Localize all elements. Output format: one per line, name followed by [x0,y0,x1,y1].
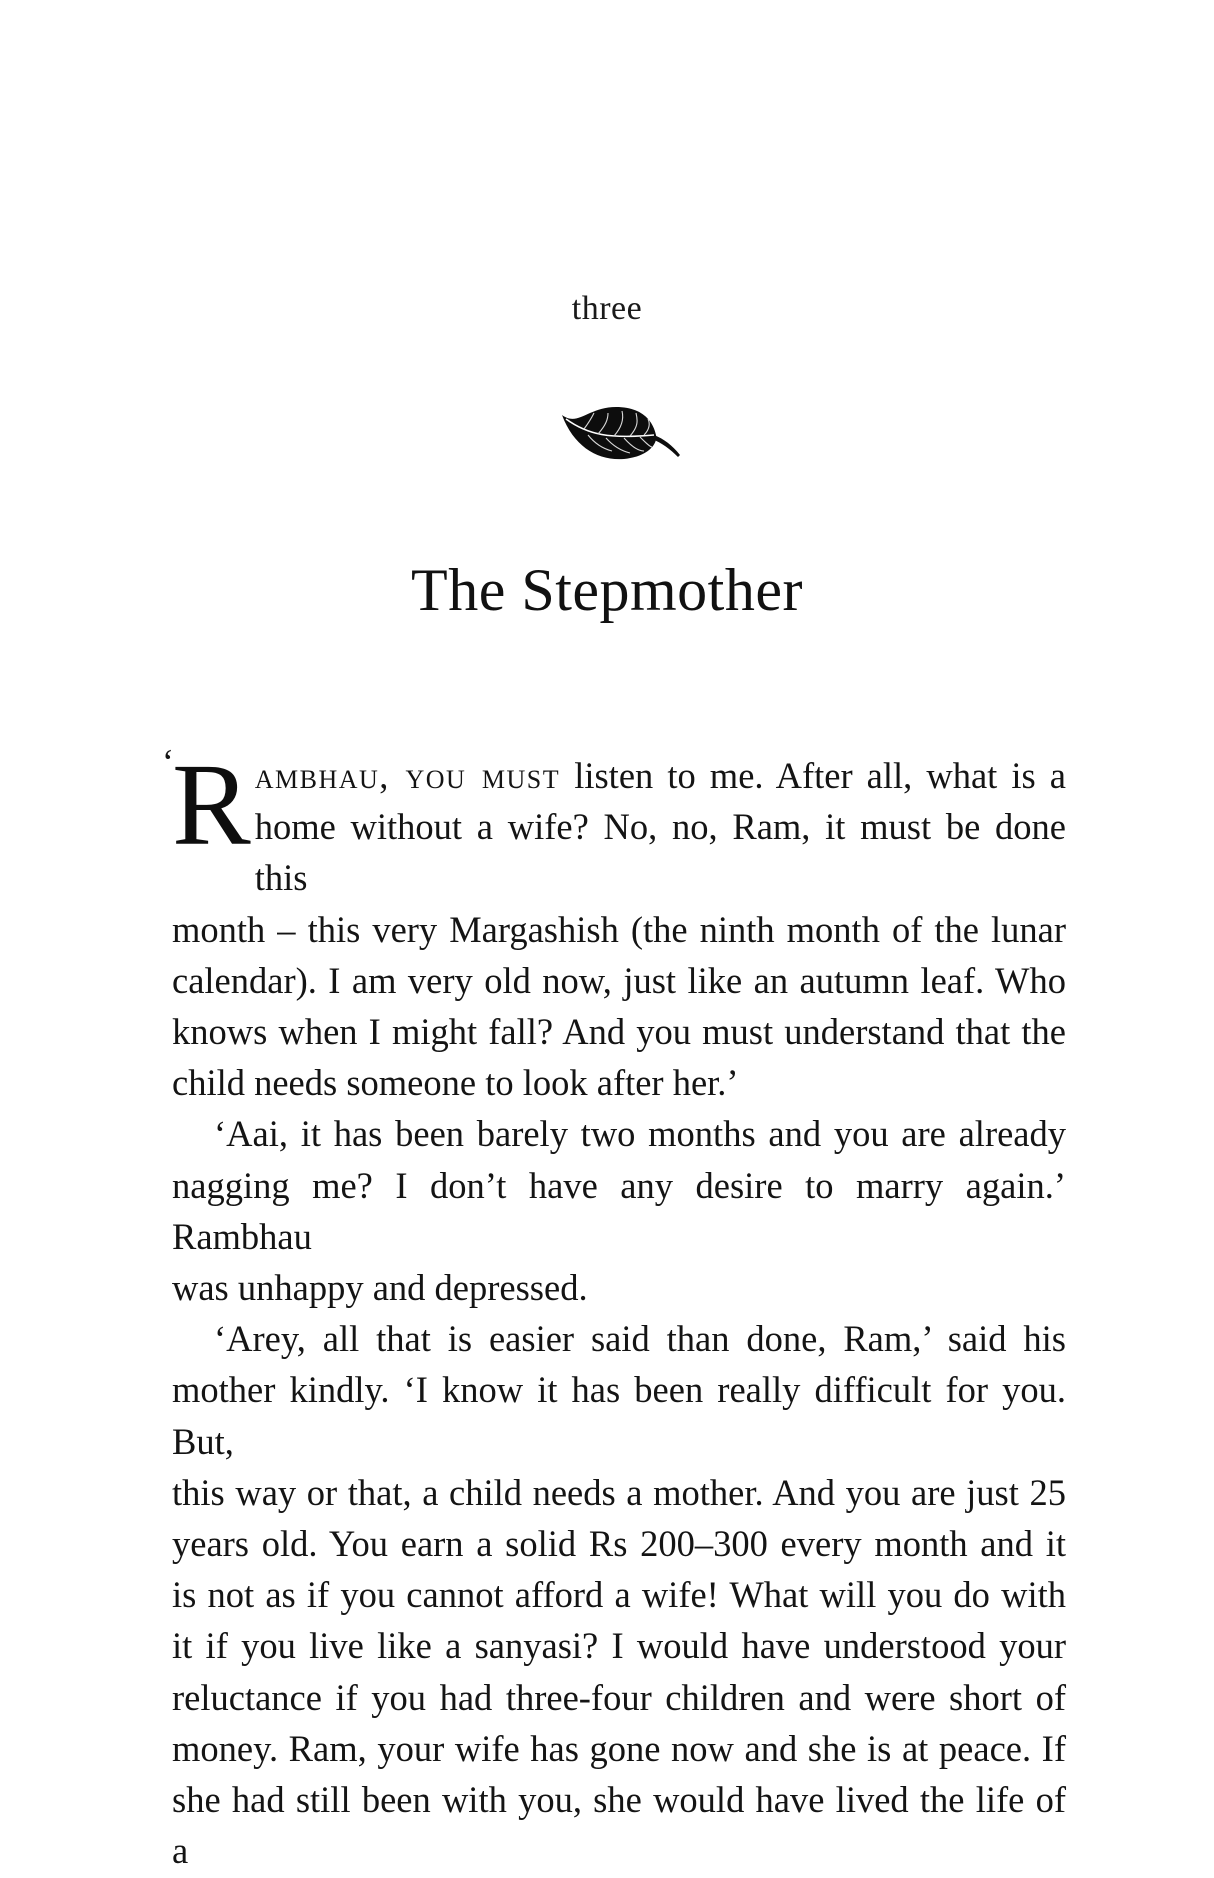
text-line: calendar). I am very old now, just like an autumn leaf. Who [172,959,1066,1001]
drop-cap: R [172,739,251,870]
text-line: it if you live like a sanyasi? I would have understood your [172,1625,1066,1667]
chapter-title: The Stepmother [411,557,803,623]
text-line: ‘Arey, all that is easier said than done, Ram,’ said his [214,1318,1066,1360]
text-line: money. Ram, your wife has gone now and she is at peace. If [172,1727,1066,1769]
text-line: nagging me? I don’t have any desire to marry again.’ Rambhau [172,1164,1066,1257]
text-line: knows when I might fall? And you must understand that the [172,1011,1066,1053]
text-line: child needs someone to look after her.’ [172,1062,739,1104]
text-line: this way or that, a child needs a mother. And you are just 25 [172,1471,1066,1513]
paragraph-2 [172,1108,1066,1313]
text-line [172,750,1066,801]
text-line: ‘Aai, it has been barely two months and you are already [214,1113,1066,1155]
text-line: home without a wife? No, no, Ram, it must be done this [254,806,1066,899]
text-line: month – this very Margashish (the ninth month of the lunar [172,908,1066,950]
text-line: years old. You earn a solid Rs 200–300 every month and it [172,1523,1066,1565]
chapter-body [162,739,1066,1876]
opening-paragraph [162,739,1066,1108]
text-line: is not as if you cannot afford a wife! What will you do with [172,1574,1066,1616]
first-line-rest: listen to me. After all, what is a [560,755,1066,796]
text-line: mother kindly. ‘I know it has been really difficult for you. But, [172,1369,1066,1462]
small-caps-lead: ambhau, you must [254,755,561,796]
opening-quote-mark: ‘ [162,742,174,782]
paragraph-3 [172,1313,1066,1876]
text-line: she had still been with you, she would have lived the life of a [172,1779,1066,1872]
text-line: was unhappy and depressed. [172,1267,588,1309]
leaf-icon [558,405,684,463]
text-line: reluctance if you had three-four children and were short of [172,1676,1066,1718]
chapter-number: three [571,290,643,327]
